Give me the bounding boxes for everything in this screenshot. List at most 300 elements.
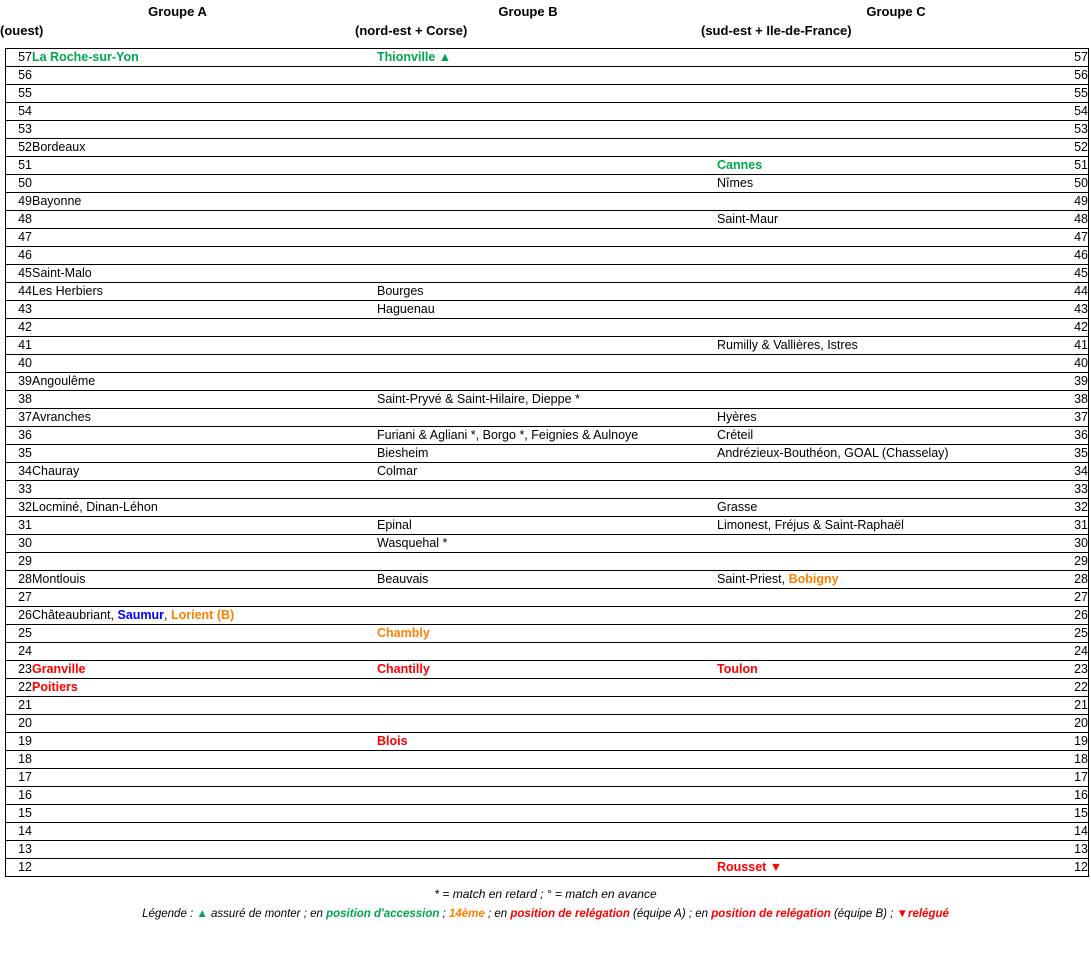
table-row bbox=[6, 139, 1089, 157]
team-entry: Saint-Pryvé & Saint-Hilaire, Dieppe * bbox=[377, 392, 580, 406]
points-right: 42 bbox=[1062, 319, 1089, 337]
team-entry: Hyères bbox=[717, 410, 757, 424]
team-entry: Toulon bbox=[717, 662, 758, 676]
group-c-cell bbox=[717, 283, 1062, 301]
team-entry: Chauray bbox=[32, 464, 80, 478]
points-right: 46 bbox=[1062, 247, 1089, 265]
legend bbox=[0, 908, 1091, 920]
table-row bbox=[6, 211, 1089, 229]
group-b-cell bbox=[377, 697, 717, 715]
legend-relegation-b: position de relégation bbox=[711, 908, 831, 920]
points-right: 34 bbox=[1062, 463, 1089, 481]
team-entry: Les Herbiers bbox=[32, 284, 103, 298]
group-c-cell bbox=[717, 157, 1062, 175]
group-c-cell bbox=[717, 121, 1062, 139]
group-c-cell bbox=[717, 301, 1062, 319]
group-b-cell bbox=[377, 49, 717, 67]
group-a-cell bbox=[32, 661, 377, 679]
points-left: 49 bbox=[6, 193, 33, 211]
team-entry: Locminé, Dinan-Léhon bbox=[32, 500, 158, 514]
points-right: 35 bbox=[1062, 445, 1089, 463]
table-row bbox=[6, 787, 1089, 805]
group-b-cell bbox=[377, 283, 717, 301]
table-row bbox=[6, 463, 1089, 481]
group-c-cell bbox=[717, 463, 1062, 481]
points-right: 12 bbox=[1062, 859, 1089, 877]
points-right: 17 bbox=[1062, 769, 1089, 787]
points-right: 18 bbox=[1062, 751, 1089, 769]
points-left: 12 bbox=[6, 859, 33, 877]
legend-sep1: ; bbox=[439, 908, 449, 920]
group-a-cell bbox=[32, 211, 377, 229]
points-right: 37 bbox=[1062, 409, 1089, 427]
table-row bbox=[6, 841, 1089, 859]
group-a-cell bbox=[32, 193, 377, 211]
group-a-cell bbox=[32, 481, 377, 499]
group-c-cell bbox=[717, 751, 1062, 769]
points-left: 50 bbox=[6, 175, 33, 193]
group-c-cell bbox=[717, 337, 1062, 355]
points-left: 28 bbox=[6, 571, 33, 589]
group-a-cell bbox=[32, 769, 377, 787]
group-b-cell bbox=[377, 319, 717, 337]
points-right: 25 bbox=[1062, 625, 1089, 643]
points-right: 48 bbox=[1062, 211, 1089, 229]
group-header-a bbox=[0, 2, 355, 40]
group-a-cell bbox=[32, 85, 377, 103]
table-row bbox=[6, 643, 1089, 661]
team-entry: Biesheim bbox=[377, 446, 429, 460]
triangle-down-icon: ▼ bbox=[896, 908, 908, 920]
group-a-cell bbox=[32, 679, 377, 697]
points-left: 57 bbox=[6, 49, 33, 67]
group-a-cell bbox=[32, 301, 377, 319]
points-left: 13 bbox=[6, 841, 33, 859]
points-left: 32 bbox=[6, 499, 33, 517]
team-entry: Thionville ▲ bbox=[377, 50, 452, 64]
points-right: 39 bbox=[1062, 373, 1089, 391]
points-right: 49 bbox=[1062, 193, 1089, 211]
points-right: 14 bbox=[1062, 823, 1089, 841]
team-entry: Haguenau bbox=[377, 302, 435, 316]
group-c-cell bbox=[717, 553, 1062, 571]
team-entry: Angoulême bbox=[32, 374, 96, 388]
table-row bbox=[6, 751, 1089, 769]
team-entry: Saumur bbox=[117, 608, 165, 622]
points-right: 22 bbox=[1062, 679, 1089, 697]
legend-relegation-b-suffix: (équipe B) ; bbox=[830, 908, 897, 920]
team-entry: Bayonne bbox=[32, 194, 82, 208]
team-entry: Furiani & Agliani *, Borgo *, Feignies & Aulnoye bbox=[377, 428, 639, 442]
points-left: 52 bbox=[6, 139, 33, 157]
group-c-cell bbox=[717, 589, 1062, 607]
points-left: 14 bbox=[6, 823, 33, 841]
group-b-cell bbox=[377, 805, 717, 823]
table-row bbox=[6, 67, 1089, 85]
group-b-cell bbox=[377, 103, 717, 121]
group-b-cell bbox=[377, 787, 717, 805]
group-c-cell bbox=[717, 247, 1062, 265]
group-a-cell bbox=[32, 409, 377, 427]
group-b-cell bbox=[377, 823, 717, 841]
group-a-cell bbox=[32, 355, 377, 373]
group-c-cell bbox=[717, 445, 1062, 463]
group-a-cell bbox=[32, 265, 377, 283]
table-row bbox=[6, 49, 1089, 67]
table-row bbox=[6, 391, 1089, 409]
team-entry: Andrézieux-Bouthéon, GOAL (Chasselay) bbox=[717, 446, 949, 460]
points-left: 48 bbox=[6, 211, 33, 229]
group-c-cell bbox=[717, 265, 1062, 283]
legend-accession: position d'accession bbox=[326, 908, 440, 920]
group-a-cell bbox=[32, 229, 377, 247]
group-c-subtitle: (sud-est + Ile-de-France) bbox=[701, 23, 852, 38]
points-left: 33 bbox=[6, 481, 33, 499]
points-right: 28 bbox=[1062, 571, 1089, 589]
group-a-cell bbox=[32, 787, 377, 805]
group-c-cell bbox=[717, 571, 1062, 589]
points-left: 42 bbox=[6, 319, 33, 337]
group-b-cell bbox=[377, 553, 717, 571]
group-c-cell bbox=[717, 733, 1062, 751]
points-left: 15 bbox=[6, 805, 33, 823]
group-a-cell bbox=[32, 373, 377, 391]
legend-14eme: 14ème bbox=[448, 908, 485, 920]
group-b-cell bbox=[377, 679, 717, 697]
group-b-cell bbox=[377, 337, 717, 355]
table-row bbox=[6, 409, 1089, 427]
group-a-cell bbox=[32, 697, 377, 715]
group-c-title: Groupe C bbox=[866, 4, 926, 19]
table-row bbox=[6, 157, 1089, 175]
table-row bbox=[6, 769, 1089, 787]
points-right: 30 bbox=[1062, 535, 1089, 553]
group-b-cell bbox=[377, 157, 717, 175]
points-left: 27 bbox=[6, 589, 33, 607]
table-row bbox=[6, 247, 1089, 265]
group-a-cell bbox=[32, 625, 377, 643]
team-entry: Avranches bbox=[32, 410, 91, 424]
group-c-cell bbox=[717, 391, 1062, 409]
group-b-cell bbox=[377, 517, 717, 535]
group-c-cell bbox=[717, 355, 1062, 373]
points-left: 37 bbox=[6, 409, 33, 427]
group-c-cell bbox=[717, 823, 1062, 841]
group-b-cell bbox=[377, 85, 717, 103]
team-entry: Saint-Priest, bbox=[717, 572, 789, 586]
team-entry: , bbox=[164, 608, 171, 622]
points-left: 22 bbox=[6, 679, 33, 697]
points-right: 54 bbox=[1062, 103, 1089, 121]
points-right: 57 bbox=[1062, 49, 1089, 67]
group-a-cell bbox=[32, 157, 377, 175]
table-row bbox=[6, 517, 1089, 535]
group-c-cell bbox=[717, 859, 1062, 877]
table-row bbox=[6, 733, 1089, 751]
table-row bbox=[6, 319, 1089, 337]
group-a-cell bbox=[32, 751, 377, 769]
group-c-cell bbox=[717, 499, 1062, 517]
group-c-cell bbox=[717, 769, 1062, 787]
points-left: 29 bbox=[6, 553, 33, 571]
standings-body bbox=[6, 49, 1089, 877]
points-right: 26 bbox=[1062, 607, 1089, 625]
group-b-cell bbox=[377, 589, 717, 607]
group-headers bbox=[0, 0, 1091, 40]
points-right: 23 bbox=[1062, 661, 1089, 679]
group-c-cell bbox=[717, 661, 1062, 679]
points-left: 31 bbox=[6, 517, 33, 535]
table-row bbox=[6, 337, 1089, 355]
group-b-cell bbox=[377, 481, 717, 499]
standings-table bbox=[5, 48, 1089, 877]
group-a-subtitle: (ouest) bbox=[0, 23, 44, 38]
points-left: 38 bbox=[6, 391, 33, 409]
team-entry: Lorient (B) bbox=[170, 608, 235, 622]
points-left: 26 bbox=[6, 607, 33, 625]
group-c-cell bbox=[717, 319, 1062, 337]
table-row bbox=[6, 229, 1089, 247]
group-c-cell bbox=[717, 139, 1062, 157]
points-right: 45 bbox=[1062, 265, 1089, 283]
team-entry: Limonest, Fréjus & Saint-Raphaël bbox=[717, 518, 904, 532]
group-a-cell bbox=[32, 337, 377, 355]
points-left: 23 bbox=[6, 661, 33, 679]
group-b-cell bbox=[377, 625, 717, 643]
group-a-cell bbox=[32, 607, 377, 625]
points-left: 40 bbox=[6, 355, 33, 373]
table-row bbox=[6, 679, 1089, 697]
table-row bbox=[6, 553, 1089, 571]
group-a-cell bbox=[32, 175, 377, 193]
group-b-cell bbox=[377, 571, 717, 589]
points-left: 19 bbox=[6, 733, 33, 751]
group-b-cell bbox=[377, 265, 717, 283]
group-c-cell bbox=[717, 373, 1062, 391]
team-entry: Châteaubriant, bbox=[32, 608, 118, 622]
group-a-cell bbox=[32, 103, 377, 121]
group-a-cell bbox=[32, 841, 377, 859]
points-left: 44 bbox=[6, 283, 33, 301]
table-row bbox=[6, 427, 1089, 445]
group-b-cell bbox=[377, 211, 717, 229]
group-b-cell bbox=[377, 301, 717, 319]
footnote: * = match en retard ; ° = match en avance bbox=[434, 887, 657, 901]
points-right: 16 bbox=[1062, 787, 1089, 805]
team-entry: Saint-Malo bbox=[32, 266, 92, 280]
table-row bbox=[6, 535, 1089, 553]
table-row bbox=[6, 301, 1089, 319]
group-c-cell bbox=[717, 211, 1062, 229]
table-row bbox=[6, 607, 1089, 625]
group-a-cell bbox=[32, 121, 377, 139]
group-b-cell bbox=[377, 535, 717, 553]
group-a-cell bbox=[32, 463, 377, 481]
group-b-cell bbox=[377, 247, 717, 265]
points-right: 55 bbox=[1062, 85, 1089, 103]
group-c-cell bbox=[717, 715, 1062, 733]
group-c-cell bbox=[717, 175, 1062, 193]
points-left: 30 bbox=[6, 535, 33, 553]
team-entry: Colmar bbox=[377, 464, 418, 478]
group-a-cell bbox=[32, 535, 377, 553]
team-entry: Créteil bbox=[717, 428, 754, 442]
team-entry: Rumilly & Vallières, Istres bbox=[717, 338, 858, 352]
points-left: 54 bbox=[6, 103, 33, 121]
group-a-cell bbox=[32, 733, 377, 751]
points-right: 21 bbox=[1062, 697, 1089, 715]
team-entry: Wasquehal * bbox=[377, 536, 448, 550]
points-left: 36 bbox=[6, 427, 33, 445]
group-a-cell bbox=[32, 319, 377, 337]
legend-relegation-a: position de relégation bbox=[510, 908, 630, 920]
group-b-cell bbox=[377, 67, 717, 85]
table-row bbox=[6, 571, 1089, 589]
group-a-cell bbox=[32, 589, 377, 607]
group-c-cell bbox=[717, 49, 1062, 67]
group-b-subtitle: (nord-est + Corse) bbox=[355, 23, 468, 38]
table-row bbox=[6, 823, 1089, 841]
points-right: 52 bbox=[1062, 139, 1089, 157]
group-b-cell bbox=[377, 859, 717, 877]
legend-relegue: relégué bbox=[907, 908, 949, 920]
group-b-cell bbox=[377, 769, 717, 787]
points-left: 24 bbox=[6, 643, 33, 661]
points-right: 32 bbox=[1062, 499, 1089, 517]
group-c-cell bbox=[717, 625, 1062, 643]
points-right: 24 bbox=[1062, 643, 1089, 661]
table-row bbox=[6, 859, 1089, 877]
points-right: 44 bbox=[1062, 283, 1089, 301]
points-right: 19 bbox=[1062, 733, 1089, 751]
team-entry: Epinal bbox=[377, 518, 412, 532]
points-left: 43 bbox=[6, 301, 33, 319]
points-left: 56 bbox=[6, 67, 33, 85]
group-c-cell bbox=[717, 535, 1062, 553]
group-c-cell bbox=[717, 517, 1062, 535]
triangle-up-icon: ▲ bbox=[196, 908, 208, 920]
legend-up-text: assuré de monter ; en bbox=[207, 908, 327, 920]
group-c-cell bbox=[717, 607, 1062, 625]
table-row bbox=[6, 697, 1089, 715]
legend-relegation-a-suffix: (équipe A) ; en bbox=[629, 908, 712, 920]
group-b-cell bbox=[377, 139, 717, 157]
points-left: 35 bbox=[6, 445, 33, 463]
points-left: 39 bbox=[6, 373, 33, 391]
group-a-cell bbox=[32, 499, 377, 517]
table-row bbox=[6, 481, 1089, 499]
group-c-cell bbox=[717, 481, 1062, 499]
team-entry: Granville bbox=[32, 662, 86, 676]
table-row bbox=[6, 445, 1089, 463]
points-left: 45 bbox=[6, 265, 33, 283]
group-a-cell bbox=[32, 715, 377, 733]
table-row bbox=[6, 175, 1089, 193]
points-left: 20 bbox=[6, 715, 33, 733]
group-b-cell bbox=[377, 409, 717, 427]
table-row bbox=[6, 661, 1089, 679]
group-c-cell bbox=[717, 67, 1062, 85]
team-entry: Nîmes bbox=[717, 176, 754, 190]
group-c-cell bbox=[717, 229, 1062, 247]
points-right: 31 bbox=[1062, 517, 1089, 535]
points-left: 55 bbox=[6, 85, 33, 103]
points-left: 53 bbox=[6, 121, 33, 139]
team-entry: Blois bbox=[377, 734, 408, 748]
points-left: 34 bbox=[6, 463, 33, 481]
points-right: 56 bbox=[1062, 67, 1089, 85]
points-left: 41 bbox=[6, 337, 33, 355]
group-header-b bbox=[355, 2, 701, 40]
group-header-c bbox=[701, 2, 1091, 40]
points-right: 40 bbox=[1062, 355, 1089, 373]
points-left: 46 bbox=[6, 247, 33, 265]
group-c-cell bbox=[717, 643, 1062, 661]
group-a-cell bbox=[32, 553, 377, 571]
points-right: 51 bbox=[1062, 157, 1089, 175]
table-row bbox=[6, 715, 1089, 733]
group-b-cell bbox=[377, 463, 717, 481]
team-entry: Bourges bbox=[377, 284, 424, 298]
group-b-title: Groupe B bbox=[498, 4, 558, 19]
group-c-cell bbox=[717, 193, 1062, 211]
points-right: 53 bbox=[1062, 121, 1089, 139]
legend-prefix: Légende : bbox=[142, 908, 197, 920]
table-row bbox=[6, 625, 1089, 643]
points-right: 43 bbox=[1062, 301, 1089, 319]
table-row bbox=[6, 355, 1089, 373]
group-c-cell bbox=[717, 427, 1062, 445]
group-b-cell bbox=[377, 607, 717, 625]
points-left: 17 bbox=[6, 769, 33, 787]
points-right: 50 bbox=[1062, 175, 1089, 193]
points-left: 16 bbox=[6, 787, 33, 805]
table-row bbox=[6, 805, 1089, 823]
points-right: 20 bbox=[1062, 715, 1089, 733]
group-c-cell bbox=[717, 103, 1062, 121]
group-a-cell bbox=[32, 643, 377, 661]
table-row bbox=[6, 373, 1089, 391]
table-row bbox=[6, 265, 1089, 283]
group-b-cell bbox=[377, 733, 717, 751]
group-b-cell bbox=[377, 445, 717, 463]
group-c-cell bbox=[717, 85, 1062, 103]
points-right: 36 bbox=[1062, 427, 1089, 445]
group-b-cell bbox=[377, 751, 717, 769]
points-left: 18 bbox=[6, 751, 33, 769]
points-left: 47 bbox=[6, 229, 33, 247]
team-entry: Grasse bbox=[717, 500, 758, 514]
team-entry: Cannes bbox=[717, 158, 763, 172]
table-row bbox=[6, 85, 1089, 103]
group-a-cell bbox=[32, 67, 377, 85]
team-entry: Chantilly bbox=[377, 662, 430, 676]
team-entry: Bordeaux bbox=[32, 140, 86, 154]
group-a-cell bbox=[32, 859, 377, 877]
team-entry: Rousset ▼ bbox=[717, 860, 783, 874]
group-b-cell bbox=[377, 229, 717, 247]
group-a-cell bbox=[32, 49, 377, 67]
group-a-cell bbox=[32, 391, 377, 409]
group-a-title: Groupe A bbox=[148, 4, 207, 19]
table-row bbox=[6, 193, 1089, 211]
team-entry: La Roche-sur-Yon bbox=[32, 50, 139, 64]
table-row bbox=[6, 589, 1089, 607]
table-row bbox=[6, 499, 1089, 517]
group-c-cell bbox=[717, 697, 1062, 715]
group-b-cell bbox=[377, 499, 717, 517]
points-right: 47 bbox=[1062, 229, 1089, 247]
